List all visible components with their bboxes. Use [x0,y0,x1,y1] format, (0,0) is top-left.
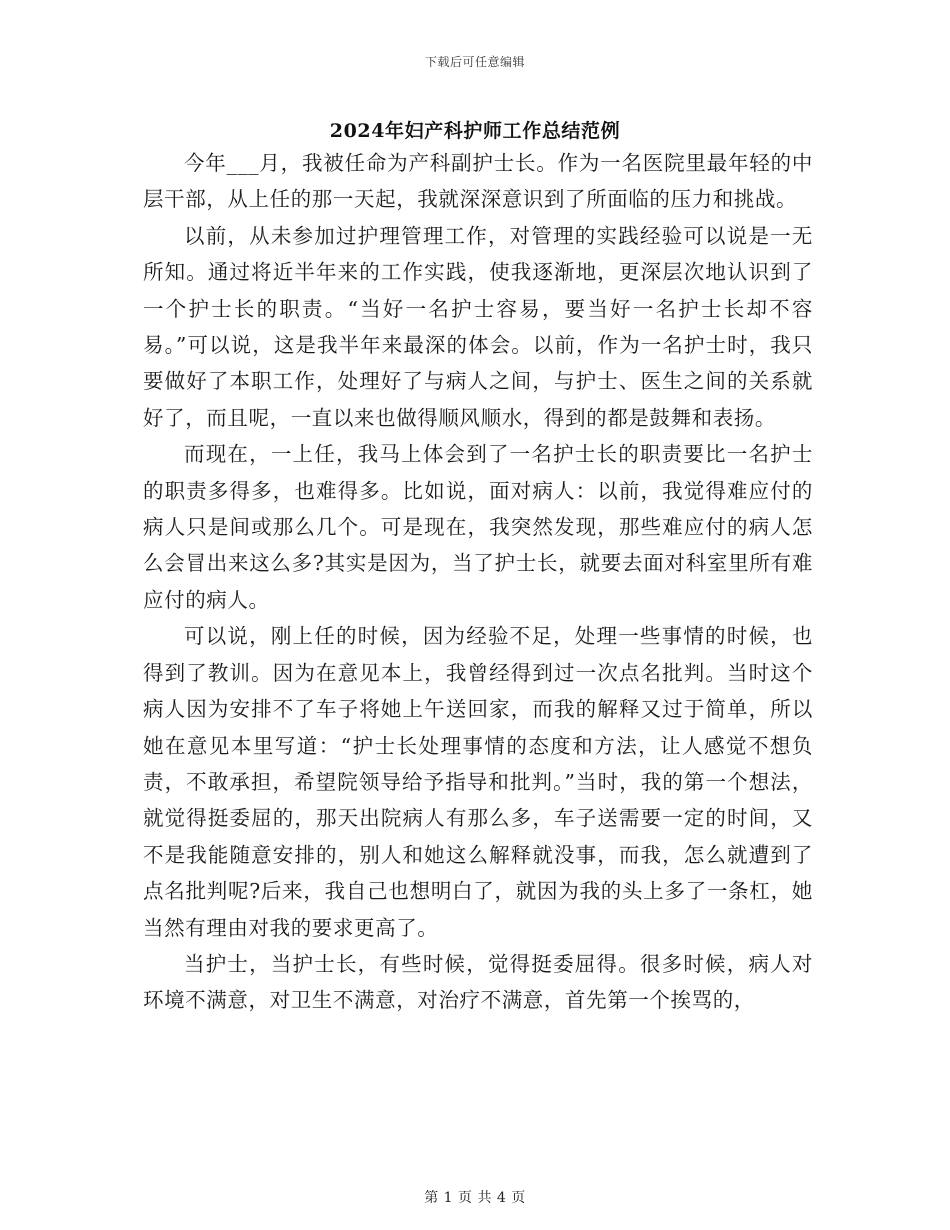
paragraph: 当护士，当护士长，有些时候，觉得挺委屈得。很多时候，病人对环境不满意，对卫生不满意，对治疗不满意，首先第一个挨骂的， [143,951,813,1013]
header-note: 下载后可任意编辑 [424,55,525,69]
paragraph: 可以说，刚上任的时候，因为经验不足，处理一些事情的时候，也得到了教训。因为在意见本上，我曾经得到过一次点名批判。当时这个病人因为安排不了车子将她上午送回家，而我的解释又过于简单，所以她在意见本里写道：“护士长处理事情的态度和方法，让人感觉不想负责，不敢承担，希望院领导给予指导和批判。”当时，我的第一个想法，就觉得挺委屈的，那天出院病人有那么多，车子送需要一定的时间，又不是我能随意安排的，别人和她这么解释就没事，而我，怎么就遭到了点名批判呢?后来，我自己也想明白了，就因为我的头上多了一条杠，她当然有理由对我的要求更高了。 [143,624,813,940]
paragraph: 以前，从未参加过护理管理工作，对管理的实践经验可以说是一无所知。通过将近半年来的工作实践，使我逐渐地，更深层次地认识到了一个护士长的职责。“当好一名护士容易，要当好一名护士长却不容易。”可以说，这是我半年来最深的体会。以前，作为一名护士时，我只要做好了本职工作，处理好了与病人之间，与护士、医生之间的关系就好了，而且呢，一直以来也做得顺风顺水，得到的都是鼓舞和表扬。 [143,223,813,430]
document-body [143,145,813,1019]
paragraph: 而现在，一上任，我马上体会到了一名护士长的职责要比一名护士的职责多得多，也难得多。比如说，面对病人：以前，我觉得难应付的病人只是间或那么几个。可是现在，我突然发现，那些难应付的病人怎么会冒出来这么多?其实是因为，当了护士长，就要去面对科室里所有难应付的病人。 [143,442,813,612]
page-number-footer: 第 1 页 共 4 页 [424,1190,526,1206]
document-title: 2024年妇产科护师工作总结范例 [329,120,621,142]
paragraph: 今年___月，我被任命为产科副护士长。作为一名医院里最年轻的中层干部，从上任的那一天起，我就深深意识到了所面临的压力和挑战。 [143,151,813,212]
